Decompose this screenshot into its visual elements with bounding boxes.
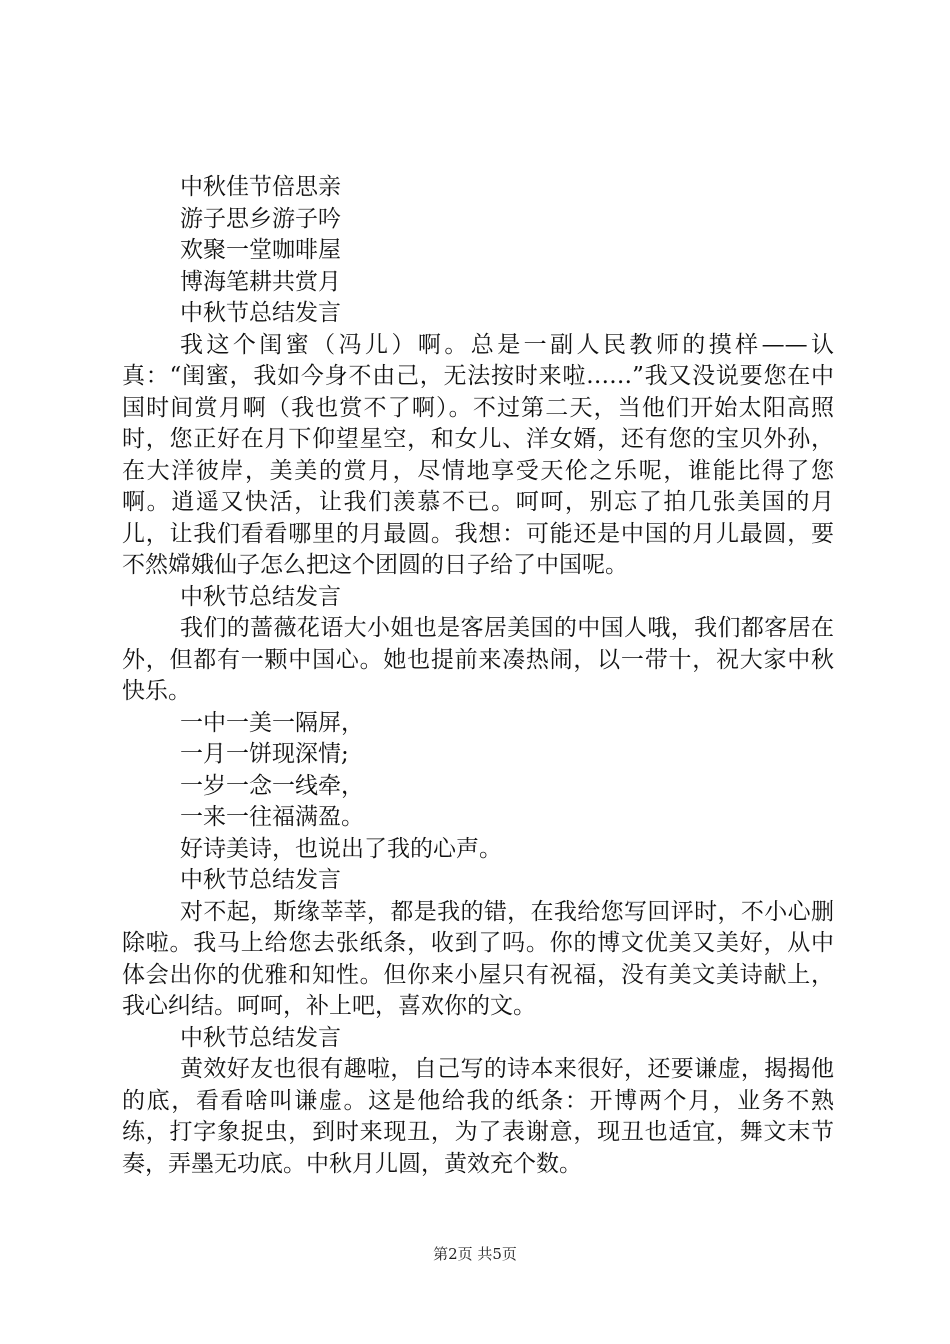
section-heading: 中秋节总结发言 [180,300,341,326]
paragraph: 对不起，斯缘莘莘，都是我的错，在我给您写回评时，不小心删除啦。我马上给您去张纸条，收到了吗。你的博文优美又美好，从中体会出你的优雅和知性。但你来小屋只有祝福，没有美文美诗献上，我心纠结。呵呵，补上吧，喜欢你的文。 [122,898,834,1019]
poem-line: 一中一美一隔屏， [180,709,364,736]
poem-line: 游子思乡游子吟 [180,205,341,232]
paragraph: 我这个闺蜜（冯儿）啊。总是一副人民教师的摸样——认真：“闺蜜，我如今身不由己，无法按时来啦……”我又没说要您在中国时间赏月啊（我也赏不了啊）。不过第二天，当他们开始太阳高照时，您正好在月下仰望星空，和女儿、洋女婿，还有您的宝贝外孙，在大洋彼岸，美美的赏月，尽情地享受天伦之乐呢，谁能比得了您啊。逍遥又快活，让我们羡慕不已。呵呵，别忘了拍几张美国的月儿，让我们看看哪里的月最圆。我想：可能还是中国的月儿最圆，要不然嫦娥仙子怎么把这个团圆的日子给了中国呢。 [122,331,834,578]
section-heading: 中秋节总结发言 [180,583,341,610]
poem-line: 中秋佳节倍思亲 [180,174,341,200]
poem-line: 一岁一念一线牵， [180,772,364,799]
poem-line: 博海笔耕共赏月 [180,268,341,295]
page-number-footer: 第2页 共5页 [433,1245,517,1263]
section-heading: 中秋节总结发言 [180,867,341,893]
paragraph: 黄效好友也很有趣啦，自己写的诗本来很好，还要谦虚，揭揭他的底，看看啥叫谦虚。这是他给我的纸条：开博两个月，业务不熟练，打字象捉虫，到时来现丑，为了表谢意，现丑也适宜，舞文末节奏，弄墨无功底。中秋月儿圆，黄效充个数。 [122,1056,834,1177]
section-heading: 中秋节总结发言 [180,1024,341,1051]
document-body [122,172,834,1180]
poem-line: 一来一往福满盈。 [180,804,364,830]
poem-line: 欢聚一堂咖啡屋 [180,237,341,263]
text-line: 好诗美诗，也说出了我的心声。 [180,835,502,862]
paragraph: 我们的蔷薇花语大小姐也是客居美国的中国人哦，我们都客居在外，但都有一颗中国心。她也提前来凑热闹，以一带十，祝大家中秋快乐。 [122,615,834,704]
poem-line: 一月一饼现深情; [180,741,349,767]
